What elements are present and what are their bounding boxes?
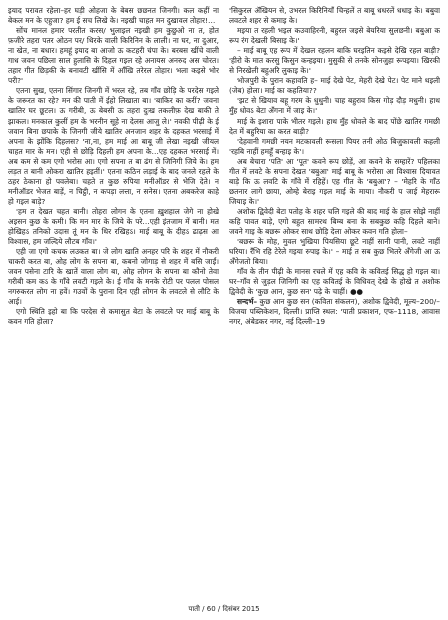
paragraph: मइया त रहली भइल कउवाहिरनी, बहुरल जइसे बेयरिया सुलछनी। बबुआ क रूप रंग देखली बिसाइ के।' — [229, 26, 440, 46]
paragraph: इयाद परावत रहेला–हर घड़ी ओहजा के बेबस छछनत जिनगी। कल कहीं ना बेकल मन के एहुजा? हम ई सच लिखे के। नइखी चाहत मन दुखावल तोहार!… — [8, 6, 219, 26]
paragraph: 'देहवानी गमछी नयन मटकावली रूसला पियर तनी ओठ बिजुकावली कहली 'रहबि नाहीं हमहूँ बन्हाइ के'। — [229, 136, 440, 156]
paragraph: अशोक द्विवेदी बेटा पतोह के शहर चलि गइले की बाद माई के हाल सोझे नाहीं कहि पावत बाड़े, एगो बहुत सामरथ बिम्ब बना के सबकुछ कहि दिहले बाने। जवने गाइ के बछरू ओकर साथ छोड़ि देला ओकर कवन गति होला– — [229, 206, 440, 237]
paragraph-text: गाँव के तीन पीढ़ी के मानस रचले में एह कवि के कवितई सिद्ध हो गइल बा। घर–गाँव से जुड़ल जिनिगी का एह कवितई के विधिवत् देखे के होखे त अशोक द्विवेदी के 'कुछ आन, कुछ सन' पढ़े के चाहीं। — [229, 267, 440, 297]
reference-marker: सन्दर्भ– — [237, 297, 258, 307]
reference-text: कुछ आन कुछ सन (कविता संकलन), अशोक द्विवेदी, मूल्य–200/– विजया पब्लिकेशन, दिल्ली। प्राप्ति स्थल: 'पाती प्रकाशन, एफ–1118, आवास नगर, अंबेडकर नगर, नई दिल्ली–19 — [229, 297, 440, 327]
text-columns — [8, 6, 440, 600]
paragraph-text: 'बछरू के मोह, मुवल भुखिया पियसिया छूटे नाहीं सानी पानी, लवटे नाहीं घरिया। रँभि रहि टेरेले गइया रुपाइ के।' – माई त सब कुछ भितरे अँगेजी आ ऊ अँगेजतो बिया। — [229, 237, 440, 267]
paragraph: एगो स्थिति इहो बा कि परदेस से कमासुत बेटा के लवटले पर माई बाबू के कवन गति होला? — [8, 307, 219, 327]
paragraph: अब बेचारा 'पति' आ 'पूत' कवने रूप छोड़ें, आ कवने के सम्हारें? पहिलका गीत में लवटे के सपना देखत 'बबुआ' माई बाबू के भरोसा आ विश्वास दियावत बाड़े कि ऊ लवटि के गाँवे में रहिहें। एह गीत के 'बबुआ'? – 'मेहरि के गाँठ छतनार लागे छाया, ओम्हे बेराइ गइल माई के माया। नौकरी प जाई मेहरारू जियाइ के।' — [229, 156, 440, 206]
paragraph: एही जा एगो कचक लउकत बा। जे लोग खाति अनहर परि के शहर में नौकरी चाकरी करत बा, ओह लोग के सपना बा, कबनो जोगाड़ से शहर में बसि जाईं। जवन पसेना टारि के खातें वाला लोग बा, ओह लोगन के सपना बा कौनो तेवा गरीबी कम कऽ के गाँवे लवटी गइले के। ई गाँव के मनके रोटी पर पलल पोसल नगरुकरत लोग ना हवें। गउवों के पुराना दिन एही लोगन के लवटले से लौटि के आई। — [8, 247, 219, 307]
paragraph — [229, 267, 440, 297]
end-mark: ●● — [350, 287, 364, 297]
paragraph: 'झट से खियाव बहू गरम के धुधुनी। चाह बहुराव किस गोड़ दौड़ मधुनी। हाथ मुँह धोवऽ बेटा अँगना में जाइ के।' — [229, 96, 440, 116]
page-footer: पाती / 60 / दिसंबर 2015 — [188, 605, 260, 613]
left-column — [8, 6, 219, 600]
paragraph: 'सिकुरल ॲखियन से, उभरल किरिनियाँ चिन्हलें त बाबू धधरलें धधाइ के। बबुवा लवटले शहर से कमाइ के। — [229, 6, 440, 26]
paragraph — [229, 237, 440, 267]
paragraph: एतना सुख, एतना सिंगार जिनगी में भरल रहे, तब गाँव छोड़ि के परदेस गइले के जरूरत का रहे? मन की पाती में ईहो लिखाता बा। 'बाकिर का करीं? जवना खातिर घर छूटल। ऊ गरीबी, ऊ बेबसी ऊ तहरा दुःख तकलीफ़ देख बाकी ते झाकल। मनकाल कुलीं हम के भरनीन सूहे ना देलस आजु ले।' नवकी पीढ़ी के ई जवान बिना छपाके के जिनगी जीये खातिर अनजान शहर के दहकत भरसाई में अपना के झोंकि दिहलस? 'ना,ना, हम माई आ बाबू जी लेखा नइखी जीयल चाहत मार के मन। एही से छोड़ि दिहली हम अपना के…एह दहकत भरसाई में। अब कम से कम एगो भरोस आ। एगो सपना त बा ढंग से जिनिगी जिये के। हम लड़त त बानी ओकरा खातिर हइतीं।' एतना कठिन लड़ाई के बाद जनले रहले के ठहर ठेकाना हो पवलेबा। चहते त कुछ रुपिया मनीऑडर से भेजि देते। न मनीऑडर भेजत बाड़ें, न चिट्ठी, न कपड़ा लत्ता, न सनेस। एतना अबकरेज काहे हो गइल बाड़े? — [8, 86, 219, 206]
paragraph: सोंच मानल हमार परतीत करस/ भुलाइल नइखी हम कुछुओ ना त, होत फ़जीरे तहरा पतर ओठन पर/ थिरके वाली किरिनिन के लाली। ना घर, ना दुआर, ना खेत, ना बधार। हमहूं इयाद बा आजो ऊ कटहरी चंपा के। बरबस खींचे वाली गाध जवन पछिला साल हुलासि के दिहल गइल रहे अनायस अनरुद अस चोरत। तहार गीत छिड़की के बनावटी खींसि में आँखि तरेरल तोहार। भला कइसे भोर परी?' — [8, 26, 219, 86]
book-reference — [229, 297, 440, 327]
paragraph: भोजपुरी के पुरान कहावति ह– माई देखे पेट, मेहरी देखे पेट। पेट माने थइली (जेब) होला। माई का कहतिया?? — [229, 76, 440, 96]
paragraph: 'हम त देखत चहत बानी। तोहरा लोगन के एतना ख़ुशहाल जेगे ना होखे अइसन कुछ के कमी। कि मन मार के जिये के परे…एही इंतजाम में बानी। मत होखिहऽ तनिको उदास तूं मन के थिर रखिहऽ। माई बाबू के दीहऽ ढाढ़स आ विश्वास, हम जल्दिये लौटब गाँव।' — [8, 206, 219, 247]
paragraph: माई के इशारा पाके भीतर गइले। हाथ मुँह धोवले के बाद पोंछे खातिर गमछी देत में बहुरिया का करत बाड़ी? — [229, 116, 440, 136]
right-column — [229, 6, 440, 600]
paragraph: – माई बाबू एह रूप में देखल रहलन बाकि घरइतिन कइसे देखि रहल बाड़ी? 'हीरो के मात करसु किसुन कन्हइया। मुसुकी से तनके सोनजुहा रूपइया। खिरकी से निरखेली बहुअरि लुकाइ के।' — [229, 46, 440, 76]
